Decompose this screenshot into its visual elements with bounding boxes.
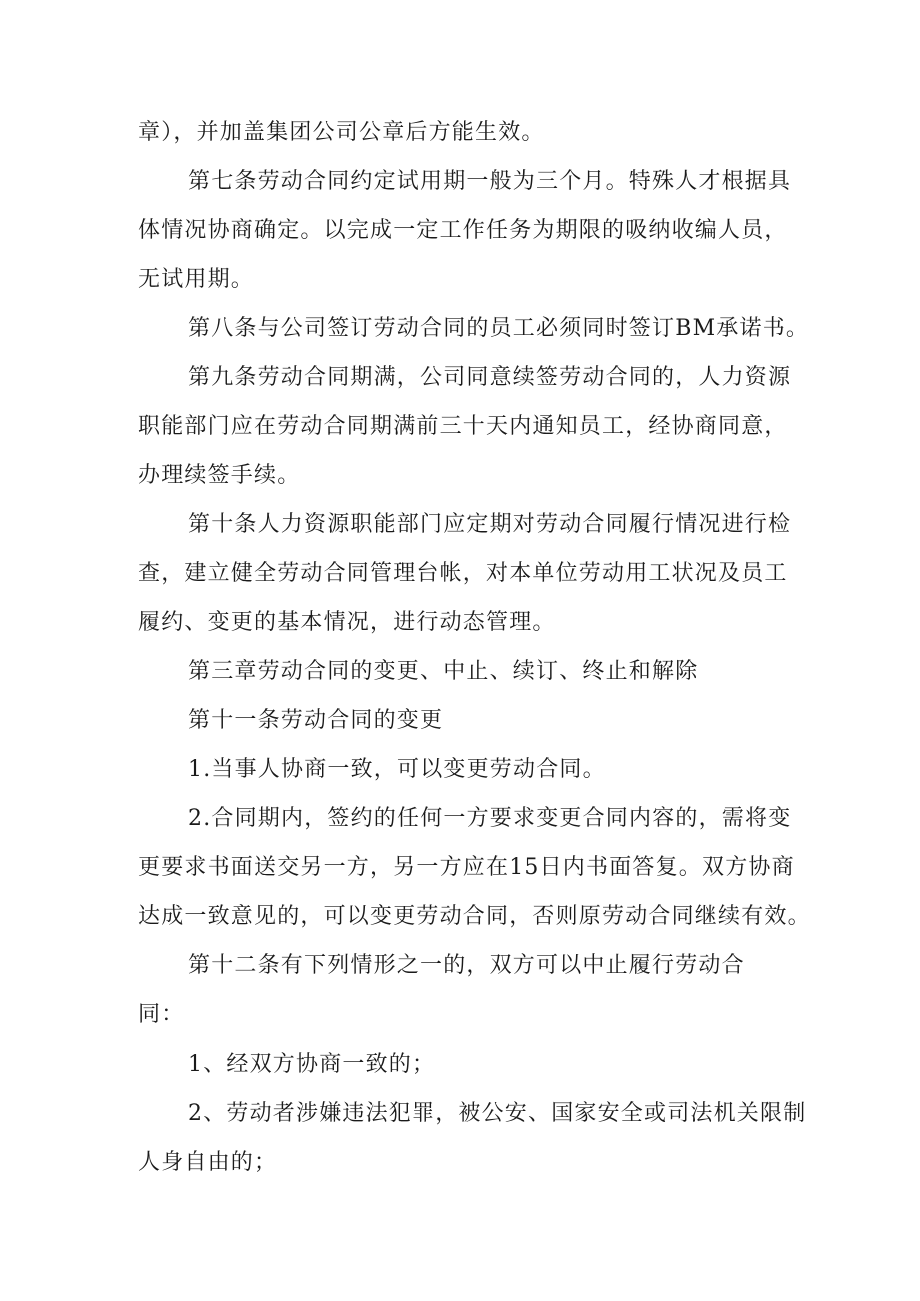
text-line: 2、劳动者涉嫌违法犯罪，被公安、国家安全或司法机关限制	[188, 1101, 807, 1126]
paragraph-article-10	[138, 500, 800, 647]
text-line: 第十二条有下列情形之一的，双方可以中止履行劳动合	[188, 953, 745, 978]
paragraph-article-8	[138, 304, 810, 353]
text-line: 达成一致意见的，可以变更劳动合同，否则原劳动合同继续有效。	[138, 904, 811, 929]
list-item-12-1	[138, 1040, 800, 1089]
text-line: 办理续签手续。	[138, 463, 301, 488]
text-line: 履约、变更的基本情况，进行动态管理。	[138, 610, 556, 635]
text-line: 查，建立健全劳动合同管理台帐，对本单位劳动用工状况及员工	[138, 561, 788, 586]
text-line: 人身自由的；	[138, 1150, 278, 1175]
text-line: 同：	[138, 1002, 185, 1027]
text-line: 1.当事人协商一致，可以变更劳动合同。	[188, 757, 606, 782]
paragraph-article-12	[138, 941, 800, 1039]
paragraph-signature-clause	[138, 108, 800, 157]
paragraph-article-11	[138, 696, 800, 745]
paragraph-article-7	[138, 157, 800, 304]
text-line: 职能部门应在劳动合同期满前三十天内通知员工，经协商同意，	[138, 414, 788, 439]
text-line: 无试用期。	[138, 267, 255, 292]
text-line: 第三章劳动合同的变更、中止、续订、终止和解除	[188, 659, 699, 684]
text-line: 第九条劳动合同期满，公司同意续签劳动合同的，人力资源	[188, 365, 792, 390]
text-line: 体情况协商确定。以完成一定工作任务为期限的吸纳收编人员，	[138, 218, 788, 243]
text-line: 更要求书面送交另一方，另一方应在15日内书面答复。双方协商	[138, 855, 795, 880]
list-item-12-2	[138, 1089, 807, 1187]
text-line: 1、经双方协商一致的；	[188, 1052, 436, 1077]
text-line: 第十一条劳动合同的变更	[188, 708, 444, 733]
list-item-11-2	[138, 794, 811, 941]
chapter-3-heading	[138, 647, 800, 696]
paragraph-article-9	[138, 353, 800, 500]
list-item-11-1	[138, 745, 800, 794]
text-line: 2.合同期内，签约的任何一方要求变更合同内容的，需将变	[188, 806, 792, 831]
text-line: 第十条人力资源职能部门应定期对劳动合同履行情况进行检	[188, 512, 792, 537]
text-line: 章），并加盖集团公司公章后方能生效。	[138, 120, 545, 145]
text-line: 第七条劳动合同约定试用期一般为三个月。特殊人才根据具	[188, 169, 792, 194]
text-line: 第八条与公司签订劳动合同的员工必须同时签订BM承诺书。	[188, 316, 810, 341]
